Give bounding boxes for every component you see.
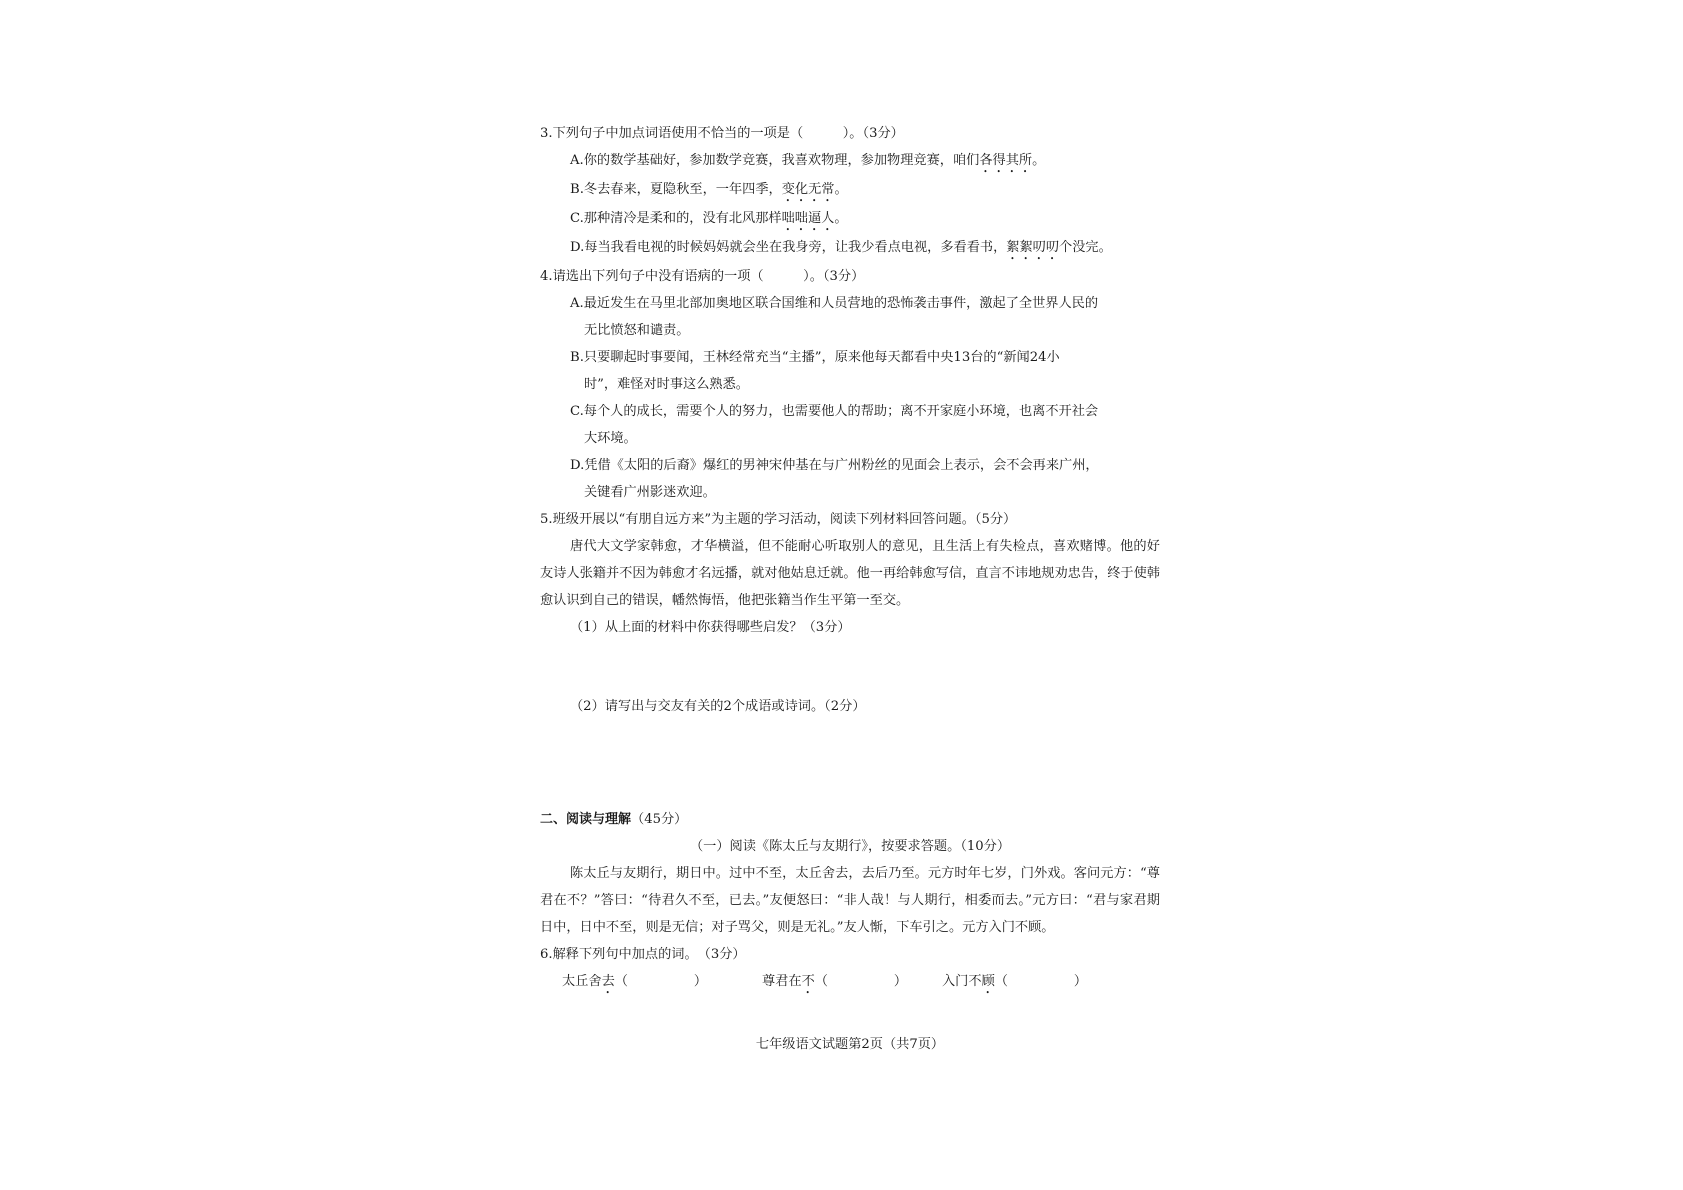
- q4-option-d-line2: 关键看广州影迷欢迎。: [584, 485, 716, 500]
- section2-title: 二、阅读与理解（45分）: [540, 812, 688, 827]
- q4-option-d-line1: D.凭借《太阳的后裔》爆红的男神宋仲基在与广州粉丝的见面会上表示，会不会再来广州，: [570, 458, 1099, 473]
- q4-option-b-line2: 时”，难怪对时事这么熟悉。: [584, 377, 749, 392]
- q3-option-d: D.每当我看电视的时候妈妈就会坐在我身旁，让我少看点电视，多看看书，絮絮叨叨个没完。: [570, 240, 1112, 255]
- q4-stem: 4.请选出下列句子中没有语病的一项（ ）。（3分）: [540, 269, 865, 284]
- q4-option-c-line2: 大环境。: [584, 431, 637, 446]
- q5-sub1: （1）从上面的材料中你获得哪些启发？（3分）: [570, 620, 851, 635]
- blank-1: 太丘舍去（ ）: [562, 974, 708, 989]
- q3-option-a: A.你的数学基础好，参加数学竞赛，我喜欢物理，参加物理竞赛，咱们各得其所。: [570, 153, 1046, 168]
- blank-3: 入门不顾（ ）: [942, 974, 1088, 989]
- part1-title: （一）阅读《陈太丘与友期行》，按要求答题。（10分）: [689, 839, 1011, 854]
- q6-blanks: [540, 968, 1160, 997]
- exam-page: [540, 120, 1160, 997]
- q4-option-b-line1: B.只要聊起时事要闻，王林经常充当“主播”，原来他每天都看中央13台的“新闻24小: [570, 350, 1060, 365]
- q4-option-c-line1: C.每个人的成长，需要个人的努力，也需要他人的帮助；离不开家庭小环境，也离不开社会: [570, 404, 1099, 419]
- q3-option-b: B.冬去春来，夏隐秋至，一年四季，变化无常。: [570, 182, 848, 197]
- emphasis-word: 咄咄逼人: [781, 211, 835, 226]
- emphasis-word: 顾: [981, 974, 995, 989]
- q5-sub2: （2）请写出与交友有关的2个成语或诗词。（2分）: [570, 699, 866, 714]
- q5-stem: 5.班级开展以“有朋自远方来”为主题的学习活动，阅读下列材料回答问题。（5分）: [540, 512, 1017, 527]
- blank-2: 尊君在不（ ）: [762, 974, 908, 989]
- answer-space: [540, 641, 1160, 693]
- answer-space: [540, 720, 1160, 806]
- page-footer: 七年级语文试题第2页（共7页）: [755, 1037, 945, 1052]
- classical-passage: 陈太丘与友期行，期日中。过中不至，太丘舍去，去后乃至。元方时年七岁，门外戏。客问元方：“尊君在不？”答曰：“待君久不至，已去。”友便怒曰：“非人哉！与人期行，相委而去。”元方曰：“君与家君期日中，日中不至，则是无信；对子骂父，则是无礼。”友人惭，下车引之。元方入门不顾。: [540, 866, 1160, 935]
- emphasis-word: 去: [601, 974, 615, 989]
- emphasis-word: 絮絮叨叨: [1006, 240, 1060, 255]
- q4-option-a-line2: 无比愤怒和谴责。: [584, 323, 690, 338]
- emphasis-word: 不: [801, 974, 815, 989]
- q3-option-c: C.那种清冷是柔和的，没有北风那样咄咄逼人。: [570, 211, 848, 226]
- emphasis-word: 各得其所: [979, 153, 1033, 168]
- emphasis-word: 变化无常: [781, 182, 835, 197]
- q5-passage: 唐代大文学家韩愈，才华横溢，但不能耐心听取别人的意见，且生活上有失检点，喜欢赌博。他的好友诗人张籍并不因为韩愈才名远播，就对他姑息迁就。他一再给韩愈写信，直言不讳地规劝忠告，终于使韩愈认识到自己的错误，幡然悔悟，他把张籍当作生平第一至交。: [540, 539, 1160, 608]
- q4-option-a-line1: A.最近发生在马里北部加奥地区联合国维和人员营地的恐怖袭击事件，激起了全世界人民的: [570, 296, 1099, 311]
- q6-stem: 6.解释下列句中加点的词。 （3分）: [540, 947, 746, 962]
- q3-stem: 3.下列句子中加点词语使用不恰当的一项是（ ）。（3分）: [540, 126, 904, 141]
